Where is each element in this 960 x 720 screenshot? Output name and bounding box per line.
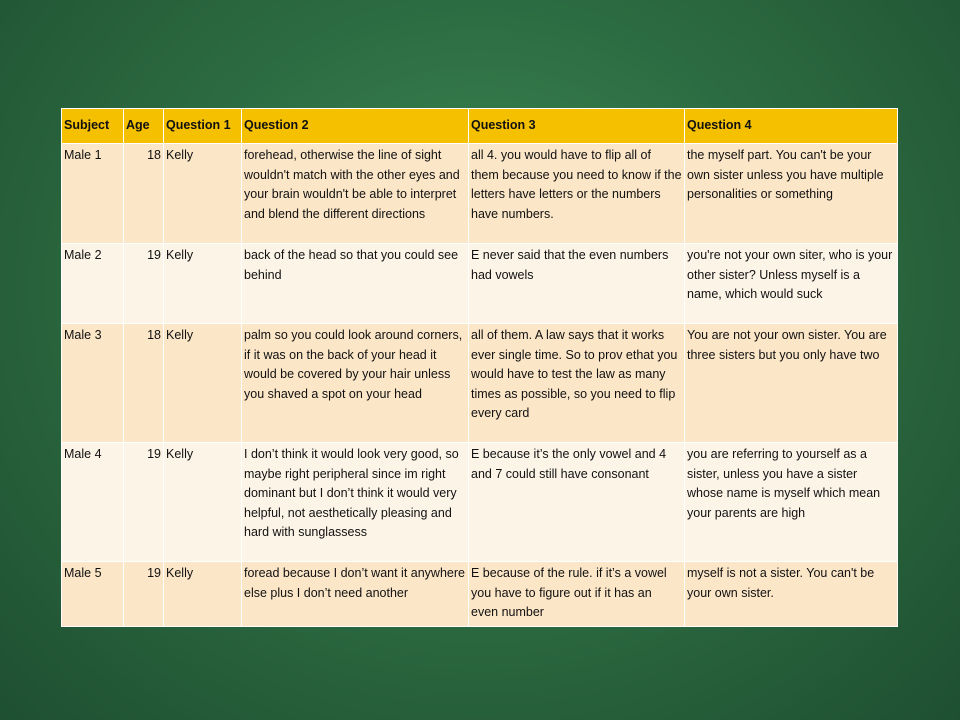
cell-question-2: foread because I don’t want it anywhere else plus I don’t need another (242, 562, 469, 627)
cell-age: 19 (124, 562, 164, 627)
survey-table-container (61, 108, 897, 627)
cell-question-1: Kelly (164, 562, 242, 627)
cell-question-3: E because of the rule. if it’s a vowel you have to figure out if it has an even number (469, 562, 685, 627)
cell-subject: Male 2 (62, 244, 124, 324)
cell-age: 19 (124, 443, 164, 562)
cell-question-2: back of the head so that you could see behind (242, 244, 469, 324)
header-question-3: Question 3 (469, 109, 685, 144)
cell-age: 18 (124, 144, 164, 244)
table-row (62, 443, 898, 562)
table-header-row (62, 109, 898, 144)
cell-question-4: you're not your own siter, who is your other sister? Unless myself is a name, which would suck (685, 244, 898, 324)
header-question-1: Question 1 (164, 109, 242, 144)
cell-subject: Male 3 (62, 324, 124, 443)
header-age: Age (124, 109, 164, 144)
table-row (62, 144, 898, 244)
table-row (62, 324, 898, 443)
cell-subject: Male 4 (62, 443, 124, 562)
table-row (62, 562, 898, 627)
table-row (62, 244, 898, 324)
cell-question-3: all of them. A law says that it works ever single time. So to prov ethat you would have to test the law as many times as possible, so you need to flip every card (469, 324, 685, 443)
cell-question-2: I don’t think it would look very good, so maybe right peripheral since im right dominant but I don’t think it would very helpful, not aesthetically pleasing and hard with sunglassess (242, 443, 469, 562)
cell-question-4: You are not your own sister. You are three sisters but you only have two (685, 324, 898, 443)
header-subject: Subject (62, 109, 124, 144)
header-question-4: Question 4 (685, 109, 898, 144)
cell-question-1: Kelly (164, 144, 242, 244)
cell-question-3: all 4. you would have to flip all of them because you need to know if the letters have letters or the numbers have numbers. (469, 144, 685, 244)
survey-table (61, 108, 898, 627)
cell-question-3: E because it’s the only vowel and 4 and 7 could still have consonant (469, 443, 685, 562)
header-question-2: Question 2 (242, 109, 469, 144)
cell-subject: Male 5 (62, 562, 124, 627)
cell-question-4: myself is not a sister. You can't be your own sister. (685, 562, 898, 627)
cell-question-4: you are referring to yourself as a sister, unless you have a sister whose name is myself which mean your parents are high (685, 443, 898, 562)
cell-subject: Male 1 (62, 144, 124, 244)
cell-question-2: palm so you could look around corners, if it was on the back of your head it would be covered by your hair unless you shaved a spot on your head (242, 324, 469, 443)
cell-question-1: Kelly (164, 324, 242, 443)
cell-question-3: E never said that the even numbers had vowels (469, 244, 685, 324)
cell-question-4: the myself part. You can't be your own sister unless you have multiple personalities or something (685, 144, 898, 244)
cell-question-2: forehead, otherwise the line of sight wouldn't match with the other eyes and your brain wouldn't be able to interpret and blend the different directions (242, 144, 469, 244)
cell-question-1: Kelly (164, 244, 242, 324)
cell-age: 18 (124, 324, 164, 443)
cell-age: 19 (124, 244, 164, 324)
cell-question-1: Kelly (164, 443, 242, 562)
